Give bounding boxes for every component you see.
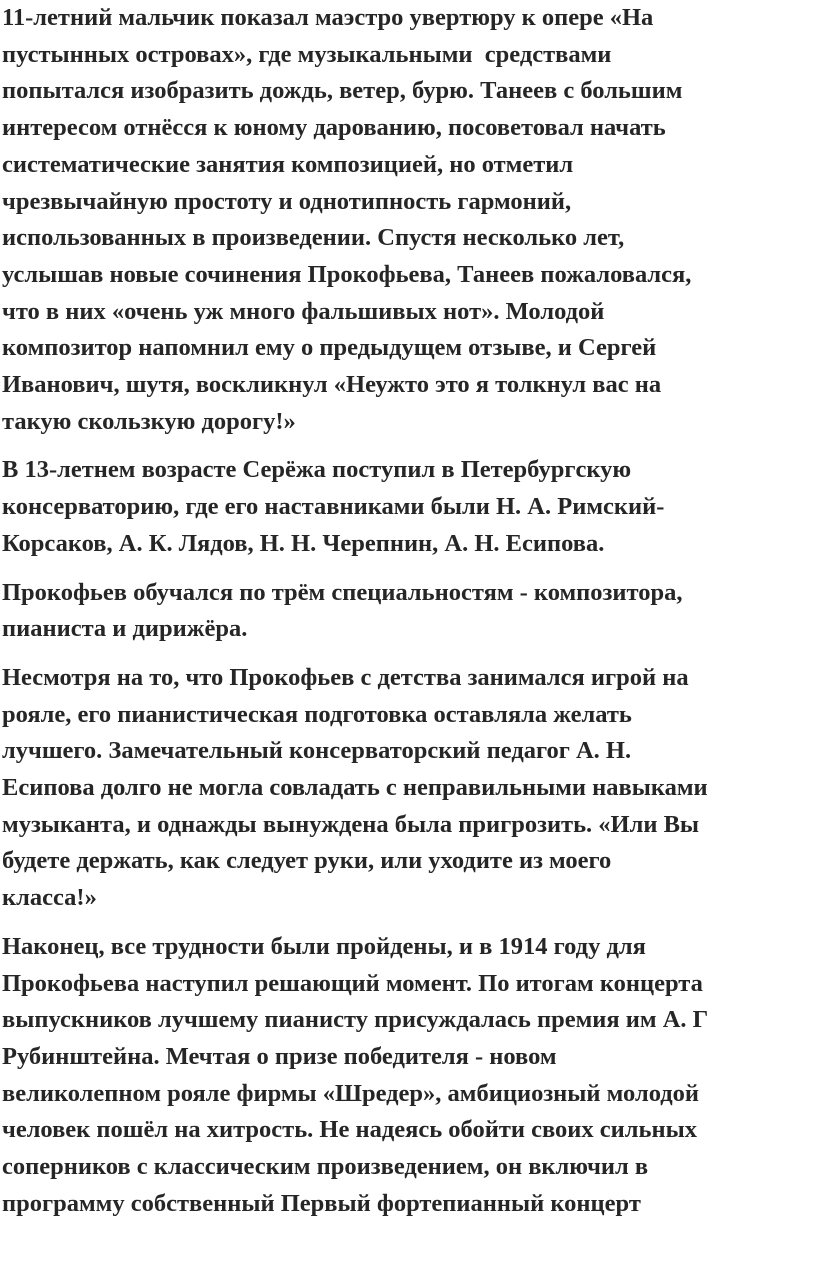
text-line: услышав новые сочинения Прокофьева, Танеев пожаловался,: [2, 260, 692, 288]
text-line: такую скользкую дорогу!»: [2, 407, 296, 435]
text-line: программу собственный Первый фортепианный концерт: [2, 1189, 641, 1217]
text-line: Прокофьева наступил решающий момент. По итогам концерта: [2, 969, 703, 997]
paragraph-taneev-story: [2, 0, 806, 440]
text-line: лучшего. Замечательный консерваторский педагог А. Н.: [2, 737, 632, 765]
text-line: Рубинштейна. Мечтая о призе победителя - новом: [2, 1042, 557, 1070]
text-line: рояле, его пианистическая подготовка оставляла желать: [2, 700, 632, 728]
text-line: Несмотря на то, что Прокофьев с детства занимался игрой на: [2, 663, 689, 691]
paragraph-piano-training: [2, 660, 806, 917]
paragraph-specialties: [2, 575, 806, 648]
text-line: Наконец, все трудности были пройдены, и в 1914 году для: [2, 932, 646, 960]
text-line: В 13-летнем возрасте Серёжа поступил в Петербургскую: [2, 456, 632, 484]
text-line: человек пошёл на хитрость. Не надеясь обойти своих сильных: [2, 1116, 697, 1144]
text-line: будете держать, как следует руки, или уходите из моего: [2, 847, 612, 875]
text-line: консерваторию, где его наставниками были Н. А. Римский-: [2, 493, 665, 521]
text-line: выпускников лучшему пианисту присуждалась премия им А. Г: [2, 1006, 709, 1034]
text-line: 11-летний мальчик показал маэстро увертюру к опере «На: [2, 4, 654, 31]
text-line: пианиста и дирижёра.: [2, 615, 248, 643]
text-line: чрезвычайную простоту и однотипность гармоний,: [2, 187, 572, 215]
text-line: пустынных островах», где музыкальными средствами: [2, 40, 612, 68]
text-line: что в них «очень уж много фальшивых нот». Молодой: [2, 297, 605, 325]
text-line: Корсаков, А. К. Лядов, Н. Н. Черепнин, А. Н. Есипова.: [2, 529, 605, 557]
paragraph-conservatory-entry: [2, 452, 806, 562]
text-line: класса!»: [2, 884, 97, 912]
text-line: соперников с классическим произведением, он включил в: [2, 1153, 649, 1181]
text-line: музыканта, и однажды вынуждена была пригрозить. «Или Вы: [2, 810, 700, 838]
paragraph-1914-competition: [2, 929, 806, 1223]
text-line: попытался изобразить дождь, ветер, бурю. Танеев с большим: [2, 77, 683, 105]
text-line: композитор напомнил ему о предыдущем отзыве, и Сергей: [2, 334, 657, 362]
text-line: великолепном рояле фирмы «Шредер», амбициозный молодой: [2, 1079, 699, 1107]
text-line: Иванович, шутя, воскликнул «Неужто это я толкнул вас на: [2, 371, 662, 399]
text-line: использованных в произведении. Спустя несколько лет,: [2, 224, 625, 252]
text-line: систематические занятия композицией, но отметил: [2, 150, 574, 178]
text-line: Есипова долго не могла совладать с неправильными навыками: [2, 774, 708, 802]
text-line: Прокофьев обучался по трём специальностям - композитора,: [2, 578, 683, 606]
text-line: интересом отнёсся к юному дарованию, посоветовал начать: [2, 114, 666, 142]
